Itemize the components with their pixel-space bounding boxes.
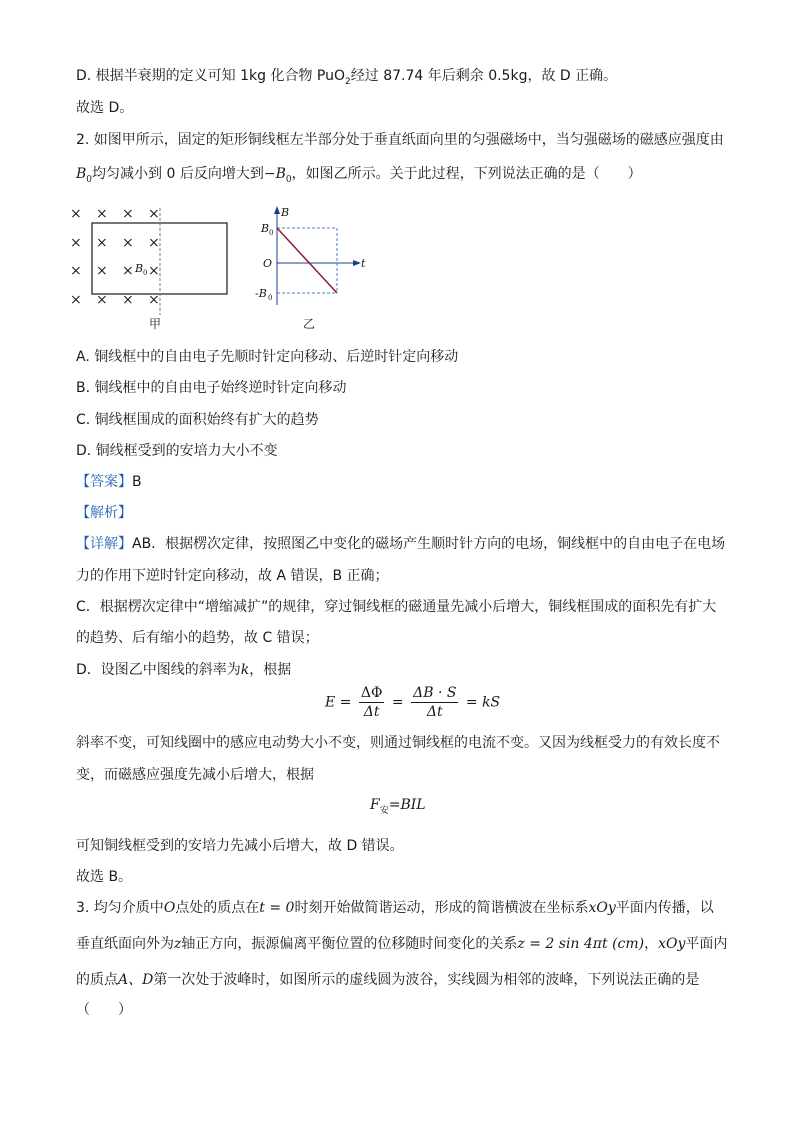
axis-t-label: t [361, 257, 366, 270]
q3-text-2b: 轴正方向，振源偏离平衡位置的位移随时间变化的关系 [181, 936, 518, 952]
b0-label: B [261, 222, 270, 235]
analysis-line [76, 503, 132, 523]
origin-label: O [263, 257, 273, 270]
q2-b0-sub: 0 [86, 174, 93, 185]
equation-force [370, 797, 426, 816]
eq-den-1: Δt [363, 704, 380, 720]
q3-text-2a: 垂直纸面向外为 [76, 936, 174, 952]
q3-line-2 [76, 934, 727, 954]
q3-text-1a: 3. 均匀介质中 [76, 900, 164, 916]
cross-mark: × [70, 263, 82, 279]
fig-jia-b-label: B [135, 262, 144, 275]
cross-mark: × [122, 206, 134, 222]
cross-mark: × [70, 206, 82, 222]
q3-xoy-2: xOy [658, 936, 686, 952]
analysis-tag: 【解析】 [76, 505, 132, 521]
prev-option-d-text: D. 根据半衰期的定义可知 1kg 化合物 PuO [76, 68, 346, 84]
prev-option-d-tail: 经过 87.74 年后剩余 0.5kg，故 D 正确。 [350, 68, 618, 84]
q3-points-ad: A、D [118, 972, 154, 988]
q2-stem-line1: 2. 如图甲所示，固定的矩形铜线框左半部分处于垂直纸面向里的匀强磁场中，当匀强磁场的磁感应强度由 [76, 132, 724, 148]
fig-yi-caption: 乙 [303, 317, 316, 331]
eq-frac-2 [411, 684, 458, 721]
q3-text-3b: 第一次处于波峰时，如图所示的虚线圆为波谷，实线圆为相邻的波峰，下列说法正确的是 [153, 972, 700, 988]
equation-emf [325, 684, 500, 721]
detail-text-5b: ，根据 [249, 662, 292, 678]
q2-stem-tail: ，如图乙所示。关于此过程，下列说法正确的是（ ） [291, 166, 642, 182]
q3-text-2c: ， [644, 936, 659, 952]
cross-mark: × [96, 263, 108, 279]
q3-line-3 [76, 970, 699, 990]
axis-t-arrow-icon [353, 260, 361, 266]
b0-sub: 0 [269, 229, 274, 237]
cross-mark: × [148, 292, 160, 308]
q3-equation: z = 2 sin 4πt (cm) [517, 936, 645, 952]
eq-equals: = [391, 694, 404, 711]
detail-tag: 【详解】 [76, 536, 132, 552]
figure-jia [62, 200, 252, 335]
q3-text-3a: 的质点 [76, 972, 118, 988]
figure-yi [255, 200, 380, 335]
q2-stem-line2 [76, 164, 642, 190]
cross-mark: × [148, 206, 160, 222]
detail-line-4: 的趋势、后有缩小的趋势，故 C 错误； [76, 630, 319, 646]
fig-jia-b-sub: 0 [143, 269, 148, 277]
cross-mark: × [70, 235, 82, 251]
q2-stem-mid: 均匀减小到 0 后反向增大到 [92, 166, 264, 182]
cross-mark: × [122, 263, 134, 279]
detail-line-5 [76, 660, 291, 680]
answer-value: B [132, 474, 142, 490]
cross-mark: × [148, 235, 160, 251]
detail-line-7: 变，而磁感应强度先减小后增大，根据 [76, 767, 314, 783]
cross-mark: × [96, 292, 108, 308]
eq-num-2: ΔB · S [413, 685, 457, 701]
cross-mark: × [96, 206, 108, 222]
axis-b-arrow-icon [274, 206, 280, 214]
prev-option-d [76, 66, 617, 92]
q3-text-1b: 点处的质点在 [175, 900, 260, 916]
option-b: B. 铜线框中的自由电子始终逆时针定向移动 [76, 380, 347, 396]
q3-text-1c: 时刻开始做简谐运动，形成的简谐横波在坐标系 [294, 900, 589, 916]
eq-lhs: E = [325, 694, 352, 711]
option-c: C. 铜线框围成的面积始终有扩大的趋势 [76, 412, 319, 428]
q3-text-2d: 平面内 [685, 936, 728, 952]
q3-point-o: O [163, 900, 176, 916]
detail-line-1 [76, 534, 725, 554]
neg-b0-sub: 0 [268, 294, 273, 302]
neg-b0-label: -B [255, 287, 267, 300]
q3-line-1 [76, 898, 714, 918]
q2-choose: 故选 B。 [76, 869, 133, 885]
q2-neg-b0: −B [263, 166, 286, 182]
q3-line-4: （ ） [76, 1002, 132, 1018]
b-t-graph-line [277, 228, 337, 293]
fig-jia-caption: 甲 [149, 317, 162, 331]
option-a: A. 铜线框中的自由电子先顺时针定向移动、后逆时针定向移动 [76, 349, 459, 365]
detail-text-5a: D．设图乙中图线的斜率为 [76, 662, 241, 678]
eq2-f: F [370, 797, 380, 813]
eq-den-2: Δt [426, 704, 443, 720]
eq-num-1: ΔΦ [360, 685, 383, 701]
detail-line-8: 可知铜线框受到的安培力先减小后增大，故 D 错误。 [76, 838, 404, 854]
cross-mark: × [122, 292, 134, 308]
eq2-sub: 安 [379, 805, 389, 816]
axis-b-label: B [281, 206, 290, 219]
q3-text-1d: 平面内传播，以 [615, 900, 714, 916]
q2-b0: B [76, 166, 87, 182]
cross-mark: × [148, 263, 160, 279]
eq2-rhs: =BIL [388, 797, 426, 813]
detail-line-6: 斜率不变，可知线圈中的感应电动势大小不变，则通过铜线框的电流不变。又因为线框受力的有效长度不 [76, 735, 720, 751]
slope-k: k [240, 662, 250, 678]
q3-z: z [174, 936, 182, 952]
detail-line-2: 力的作用下逆时针定向移动，故 A 错误，B 正确； [76, 568, 389, 584]
magnetic-field-crosses [70, 206, 160, 308]
prev-choose: 故选 D。 [76, 100, 134, 116]
detail-line-3: C．根据楞次定律中“增缩减扩”的规律，穿过铜线框的磁通量先减小后增大，铜线框围成的面积先有扩大 [76, 599, 717, 615]
q2-neg-b0-sub: 0 [285, 174, 292, 185]
detail-text-1: AB．根据楞次定律，按照图乙中变化的磁场产生顺时针方向的电场，铜线框中的自由电子在电场 [132, 536, 726, 552]
answer-line [76, 472, 142, 492]
answer-tag: 【答案】 [76, 474, 132, 490]
cross-mark: × [96, 235, 108, 251]
cross-mark: × [70, 292, 82, 308]
q3-t0: t = 0 [259, 900, 295, 916]
option-d: D. 铜线框受到的安培力大小不变 [76, 443, 278, 459]
prev-option-d-sub: 2 [345, 76, 351, 87]
eq-frac-1 [359, 684, 385, 721]
eq-rhs: = kS [465, 694, 501, 711]
cross-mark: × [122, 235, 134, 251]
q3-xoy-1: xOy [588, 900, 616, 916]
